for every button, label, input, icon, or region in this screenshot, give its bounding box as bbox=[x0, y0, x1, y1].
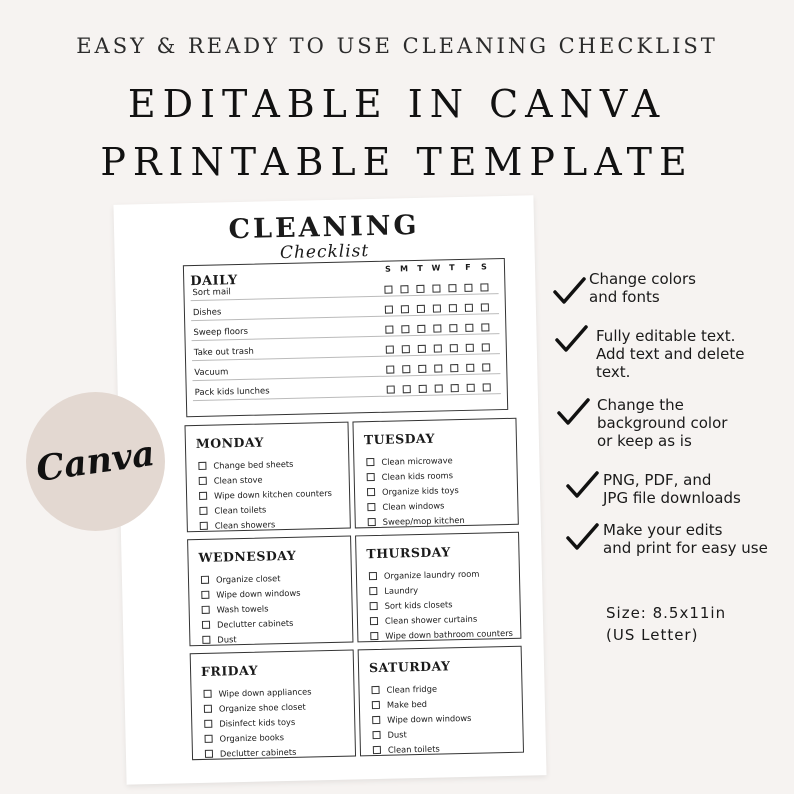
checkbox[interactable] bbox=[449, 304, 457, 312]
checkbox[interactable] bbox=[369, 571, 377, 579]
checkbox[interactable] bbox=[481, 323, 489, 331]
task-label: Declutter cabinets bbox=[216, 617, 294, 630]
checkbox[interactable] bbox=[432, 284, 440, 292]
task-label: Organize closet bbox=[215, 572, 281, 585]
checkbox[interactable] bbox=[403, 385, 411, 393]
checkmark-icon bbox=[556, 397, 590, 427]
feature-background-color: Change the background color or keep as is bbox=[597, 396, 728, 450]
checkbox[interactable] bbox=[372, 700, 380, 708]
checkbox[interactable] bbox=[202, 635, 210, 643]
task-label: Dust bbox=[387, 728, 407, 740]
task-label: Declutter cabinets bbox=[219, 746, 297, 759]
task-label: Organize books bbox=[219, 731, 285, 744]
checkbox[interactable] bbox=[370, 601, 378, 609]
checkbox[interactable] bbox=[449, 324, 457, 332]
checkbox[interactable] bbox=[201, 575, 209, 583]
checkbox[interactable] bbox=[466, 344, 474, 352]
task-label: Make bed bbox=[386, 698, 428, 710]
checkbox[interactable] bbox=[402, 365, 410, 373]
checkbox[interactable] bbox=[201, 590, 209, 598]
friday-title: FRIDAY bbox=[200, 662, 259, 679]
checkbox[interactable] bbox=[401, 305, 409, 313]
tuesday-section bbox=[352, 418, 518, 529]
task-label: Wipe down appliances bbox=[218, 685, 312, 699]
checkbox[interactable] bbox=[199, 491, 207, 499]
checkbox[interactable] bbox=[204, 704, 212, 712]
checkbox[interactable] bbox=[369, 586, 377, 594]
task-label: Clean windows bbox=[382, 499, 445, 512]
weekday-header bbox=[380, 262, 492, 274]
checkmark-icon bbox=[565, 522, 599, 552]
checkbox[interactable] bbox=[450, 364, 458, 372]
checkbox[interactable] bbox=[370, 616, 378, 624]
checkbox[interactable] bbox=[203, 689, 211, 697]
checkbox[interactable] bbox=[366, 457, 374, 465]
feature-colors-fonts: Change colors and fonts bbox=[589, 270, 696, 306]
checkbox[interactable] bbox=[385, 306, 393, 314]
feature-editable-text: Fully editable text. Add text and delete text. bbox=[596, 327, 745, 381]
task-label: Wipe down windows bbox=[387, 712, 472, 725]
weekday-label: S bbox=[480, 262, 487, 272]
task-label: Change bed sheets bbox=[213, 458, 294, 471]
task-label: Organize kids toys bbox=[381, 484, 459, 497]
checkbox[interactable] bbox=[450, 344, 458, 352]
task-label: Disinfect kids toys bbox=[219, 716, 296, 729]
saturday-title: SATURDAY bbox=[368, 658, 451, 676]
task-label: Sweep/mop kitchen bbox=[382, 514, 465, 527]
task-label: Organize shoe closet bbox=[218, 701, 306, 714]
weekday-label: W bbox=[431, 263, 441, 273]
headline-editable: EDITABLE IN CANVA bbox=[127, 82, 667, 126]
weekday-label: T bbox=[449, 263, 455, 273]
daily-task-label: Pack kids lunches bbox=[194, 386, 270, 399]
checkbox[interactable] bbox=[199, 506, 207, 514]
checkbox[interactable] bbox=[202, 605, 210, 613]
checkbox[interactable] bbox=[416, 285, 424, 293]
checkbox[interactable] bbox=[367, 502, 375, 510]
checkbox[interactable] bbox=[480, 283, 488, 291]
daily-task-label: Sweep floors bbox=[193, 326, 249, 339]
checkbox[interactable] bbox=[402, 345, 410, 353]
monday-section bbox=[184, 422, 350, 533]
daily-task-label: Vacuum bbox=[194, 367, 229, 379]
tagline: EASY & READY TO USE CLEANING CHECKLIST bbox=[76, 34, 718, 58]
checkbox[interactable] bbox=[434, 364, 442, 372]
size-info bbox=[606, 602, 726, 646]
wednesday-section bbox=[187, 536, 353, 647]
task-label: Clean microwave bbox=[381, 454, 453, 467]
size-format: (US Letter) bbox=[606, 626, 699, 644]
daily-task-label: Sort mail bbox=[192, 287, 231, 299]
checkbox[interactable] bbox=[370, 631, 378, 639]
task-label: Organize laundry room bbox=[383, 568, 480, 581]
daily-title: DAILY bbox=[190, 273, 238, 290]
task-item bbox=[205, 743, 313, 760]
task-label: Clean stove bbox=[213, 474, 263, 486]
friday-section bbox=[190, 650, 356, 761]
checkbox[interactable] bbox=[199, 476, 207, 484]
checkbox[interactable] bbox=[387, 386, 395, 394]
checkbox[interactable] bbox=[465, 324, 473, 332]
checkbox[interactable] bbox=[198, 461, 206, 469]
checkbox[interactable] bbox=[467, 384, 475, 392]
checkbox[interactable] bbox=[205, 734, 213, 742]
task-label: Wipe down bathroom counters bbox=[385, 627, 513, 641]
checkbox[interactable] bbox=[367, 472, 375, 480]
daily-task-label: Dishes bbox=[192, 307, 222, 319]
task-label: Clean fridge bbox=[386, 683, 438, 695]
weekday-label: M bbox=[399, 264, 409, 274]
checkbox[interactable] bbox=[204, 719, 212, 727]
daily-task-label: Take out trash bbox=[193, 346, 254, 359]
checkbox[interactable] bbox=[385, 326, 393, 334]
checkbox[interactable] bbox=[482, 363, 490, 371]
size-label: Size: 8.5x11in bbox=[606, 604, 727, 622]
feature-file-downloads: PNG, PDF, and JPG file downloads bbox=[603, 471, 741, 507]
tuesday-title: TUESDAY bbox=[363, 430, 436, 448]
checkbox[interactable] bbox=[368, 517, 376, 525]
task-label: Clean toilets bbox=[387, 743, 440, 755]
feature-print: Make your edits and print for easy use bbox=[603, 521, 768, 557]
checkbox[interactable] bbox=[448, 284, 456, 292]
checkbox[interactable] bbox=[481, 303, 489, 311]
checkbox[interactable] bbox=[373, 745, 381, 753]
task-item bbox=[370, 625, 513, 643]
task-item bbox=[373, 740, 472, 757]
monday-title: MONDAY bbox=[195, 434, 265, 452]
task-label: Wash towels bbox=[216, 602, 269, 615]
checkbox[interactable] bbox=[464, 284, 472, 292]
checkbox[interactable] bbox=[419, 385, 427, 393]
task-label: Wipe down windows bbox=[216, 587, 301, 600]
wednesday-title: WEDNESDAY bbox=[198, 547, 297, 565]
daily-section bbox=[183, 258, 508, 417]
saturday-section bbox=[358, 646, 524, 757]
task-label: Clean shower curtains bbox=[384, 613, 478, 626]
checkbox[interactable] bbox=[433, 304, 441, 312]
headline-printable: PRINTABLE TEMPLATE bbox=[100, 140, 694, 184]
checkbox[interactable] bbox=[371, 685, 379, 693]
checkbox[interactable] bbox=[433, 324, 441, 332]
task-label: Wipe down kitchen counters bbox=[213, 487, 332, 501]
thursday-title: THURSDAY bbox=[366, 544, 451, 562]
weekday-label: T bbox=[417, 263, 423, 273]
checkmark-icon bbox=[565, 470, 599, 500]
checkbox[interactable] bbox=[367, 487, 375, 495]
checkmark-icon bbox=[554, 324, 588, 354]
task-item bbox=[200, 515, 333, 533]
task-label: Clean kids rooms bbox=[381, 469, 454, 482]
checkbox[interactable] bbox=[418, 345, 426, 353]
checkbox[interactable] bbox=[205, 749, 213, 757]
checkbox[interactable] bbox=[401, 325, 409, 333]
thursday-section bbox=[355, 532, 521, 643]
checkbox[interactable] bbox=[400, 285, 408, 293]
task-label: Dust bbox=[217, 633, 237, 645]
checkbox[interactable] bbox=[386, 346, 394, 354]
task-label: Sort kids closets bbox=[384, 598, 453, 611]
checkbox[interactable] bbox=[434, 344, 442, 352]
checkbox[interactable] bbox=[384, 286, 392, 294]
task-label: Clean showers bbox=[214, 518, 276, 531]
checkbox[interactable] bbox=[372, 730, 380, 738]
sheet-subtitle: Checklist bbox=[279, 241, 370, 264]
task-item bbox=[368, 512, 465, 529]
checkbox[interactable] bbox=[202, 620, 210, 628]
checkbox[interactable] bbox=[483, 383, 491, 391]
task-item bbox=[202, 630, 301, 647]
sheet-title: CLEANING bbox=[228, 209, 420, 246]
checkmark-icon bbox=[552, 276, 586, 306]
checkbox[interactable] bbox=[482, 343, 490, 351]
task-label: Laundry bbox=[384, 584, 419, 596]
checkbox[interactable] bbox=[435, 384, 443, 392]
checkbox[interactable] bbox=[372, 715, 380, 723]
weekday-label: F bbox=[465, 262, 471, 272]
checkbox[interactable] bbox=[386, 366, 394, 374]
checkbox[interactable] bbox=[200, 521, 208, 529]
checkbox[interactable] bbox=[417, 305, 425, 313]
checkbox[interactable] bbox=[466, 364, 474, 372]
checkbox[interactable] bbox=[465, 304, 473, 312]
canva-badge bbox=[26, 392, 165, 531]
weekday-label: S bbox=[385, 264, 391, 274]
checkbox[interactable] bbox=[451, 384, 459, 392]
canva-logo-text: Canva bbox=[33, 432, 158, 491]
checkbox[interactable] bbox=[418, 365, 426, 373]
checklist-sheet-preview bbox=[113, 195, 546, 784]
task-label: Clean toilets bbox=[214, 503, 267, 516]
checkbox[interactable] bbox=[417, 325, 425, 333]
